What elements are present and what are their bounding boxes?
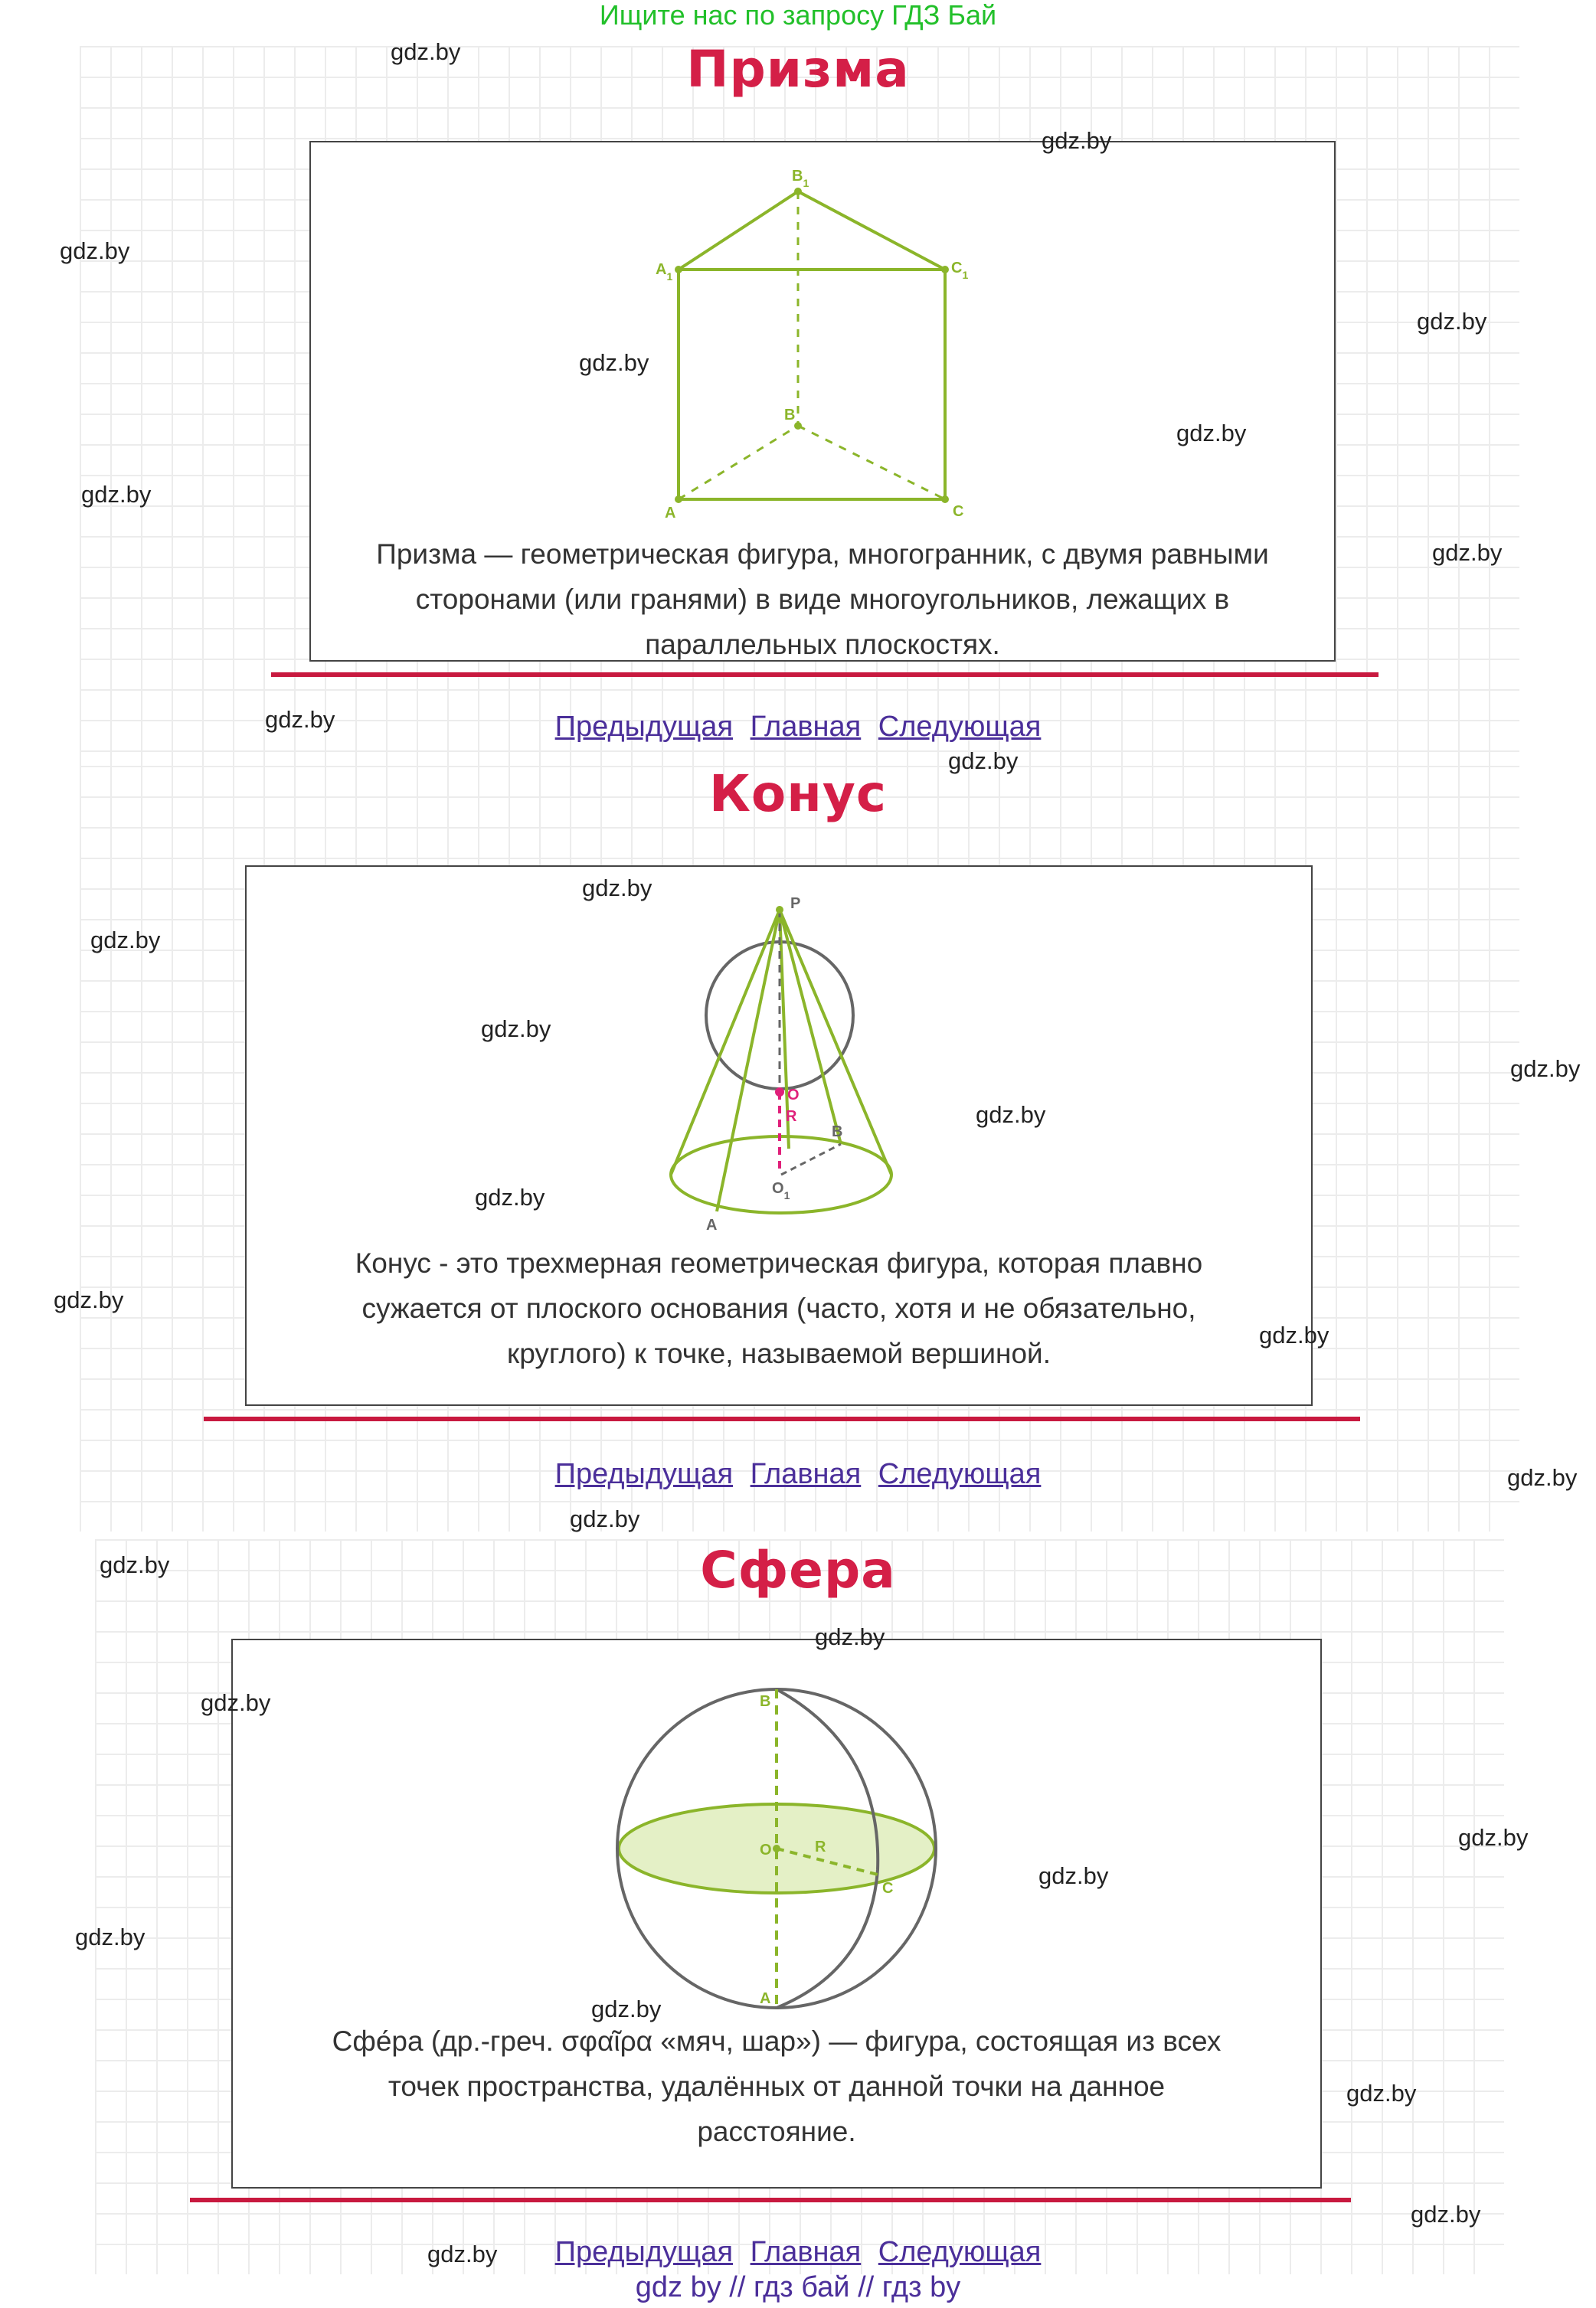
next-link[interactable]: Следующая xyxy=(878,2236,1042,2268)
watermark: gdz.by xyxy=(1510,1055,1581,1082)
watermark: gdz.by xyxy=(948,747,1019,774)
label-C1: $C_1$ xyxy=(951,260,969,281)
prev-link[interactable]: Предыдущая xyxy=(554,1458,734,1490)
watermark: gdz.by xyxy=(1417,308,1487,335)
watermark: gdz.by xyxy=(815,1623,885,1650)
watermark: gdz.by xyxy=(1259,1322,1329,1349)
prism-description xyxy=(342,531,1303,667)
section-divider xyxy=(271,672,1379,677)
watermark: gdz.by xyxy=(1411,2201,1481,2228)
cone-base-radius xyxy=(781,1144,841,1175)
description-line: параллельных плоскостях. xyxy=(645,629,1000,660)
description-line: точек пространства, удалённых от данной точки на данное xyxy=(388,2071,1166,2102)
watermark: gdz.by xyxy=(1458,1824,1529,1851)
description-line: Сфе́ра (др.-греч. σφαῖρα «мяч, шар») — фигура, состоящая из всех xyxy=(332,2025,1222,2057)
section-divider xyxy=(204,1417,1360,1421)
home-link[interactable]: Главная xyxy=(750,711,862,743)
pagination-nav xyxy=(0,2236,1596,2269)
prism-edge xyxy=(679,191,798,270)
label-B: B xyxy=(784,407,796,423)
cone-description xyxy=(277,1241,1280,1376)
description-line: Призма — геометрическая фигура, многогранник, с двумя равными xyxy=(376,538,1269,570)
watermark: gdz.by xyxy=(90,927,161,953)
label-A: A xyxy=(665,505,676,521)
watermark: gdz.by xyxy=(427,2241,498,2267)
description-line: Конус - это трехмерная геометрическая фигура, которая плавно xyxy=(355,1247,1203,1279)
watermark: gdz.by xyxy=(54,1286,124,1313)
label-B1: $B_1$ xyxy=(792,168,809,189)
watermark: gdz.by xyxy=(391,38,461,65)
label-C: C xyxy=(882,1880,894,1897)
watermark: gdz.by xyxy=(1346,2080,1417,2107)
prev-link[interactable]: Предыдущая xyxy=(554,2236,734,2268)
label-A: A xyxy=(706,1217,718,1234)
label-R: R xyxy=(786,1108,797,1125)
prism-vertex xyxy=(675,495,682,503)
label-R: R xyxy=(815,1839,826,1855)
next-link[interactable]: Следующая xyxy=(878,711,1042,743)
sphere-center xyxy=(773,1845,780,1852)
watermark: gdz.by xyxy=(591,1996,662,2022)
cone-generatrix xyxy=(717,910,780,1211)
search-banner: Ищите нас по запросу ГДЗ Бай xyxy=(599,0,997,31)
watermark: gdz.by xyxy=(265,706,335,733)
description-line: круглого) к точке, называемой вершиной. xyxy=(507,1338,1051,1369)
home-link[interactable]: Главная xyxy=(750,2236,862,2268)
section-title: Сфера xyxy=(700,1541,896,1600)
sphere-center xyxy=(775,1087,784,1097)
watermark: gdz.by xyxy=(582,874,652,901)
watermark: gdz.by xyxy=(100,1551,170,1578)
prism-vertex xyxy=(941,495,949,503)
watermark: gdz.by xyxy=(481,1015,551,1042)
prism-card xyxy=(309,141,1336,662)
watermark: gdz.by xyxy=(1042,127,1112,154)
watermark: gdz.by xyxy=(201,1689,271,1716)
label-B: B xyxy=(832,1123,843,1140)
label-B: B xyxy=(760,1693,771,1710)
cone-generatrix xyxy=(671,910,780,1175)
home-link[interactable]: Главная xyxy=(750,1458,862,1490)
pagination-nav xyxy=(0,711,1596,744)
prism-vertex xyxy=(941,266,949,273)
label-O: O xyxy=(760,1842,772,1858)
prism-hidden-edge xyxy=(679,426,798,499)
footer-text: gdz by // гдз бай // гдз by xyxy=(635,2271,961,2303)
label-A1: $A_1$ xyxy=(656,261,673,283)
cone-apex xyxy=(776,906,783,914)
section-title: Конус xyxy=(708,764,888,823)
label-C: C xyxy=(953,503,964,520)
watermark: gdz.by xyxy=(1038,1862,1109,1889)
description-line: сужается от плоского основания (часто, хотя и не обязательно, xyxy=(361,1293,1196,1324)
label-A: A xyxy=(760,1990,771,2007)
watermark: gdz.by xyxy=(570,1505,640,1532)
watermark: gdz.by xyxy=(1507,1464,1578,1491)
watermark: gdz.by xyxy=(475,1184,545,1211)
prism-vertex xyxy=(794,188,802,195)
prism-hidden-edge xyxy=(798,426,945,499)
prism-vertex xyxy=(675,266,682,273)
section-title: Призма xyxy=(686,40,910,99)
prev-link[interactable]: Предыдущая xyxy=(554,711,734,743)
sphere-card xyxy=(231,1639,1322,2189)
watermark: gdz.by xyxy=(75,1924,146,1950)
description-line: расстояние. xyxy=(697,2116,856,2147)
label-P: P xyxy=(790,895,801,912)
prism-edge xyxy=(798,191,945,270)
next-link[interactable]: Следующая xyxy=(878,1458,1042,1490)
pagination-nav xyxy=(0,1458,1596,1491)
prism-vertex xyxy=(794,422,802,430)
cone-card xyxy=(245,865,1313,1406)
description-line: сторонами (или гранями) в виде многоугольников, лежащих в xyxy=(415,584,1230,615)
label-O: O xyxy=(787,1087,800,1103)
label-O1: $O_1$ xyxy=(772,1180,790,1201)
watermark: gdz.by xyxy=(1432,539,1503,566)
watermark: gdz.by xyxy=(60,237,130,264)
watermark: gdz.by xyxy=(579,349,649,376)
watermark: gdz.by xyxy=(1176,420,1247,446)
section-divider xyxy=(190,2198,1351,2202)
sphere-description xyxy=(263,2019,1290,2154)
watermark: gdz.by xyxy=(976,1101,1046,1128)
watermark: gdz.by xyxy=(81,481,152,508)
